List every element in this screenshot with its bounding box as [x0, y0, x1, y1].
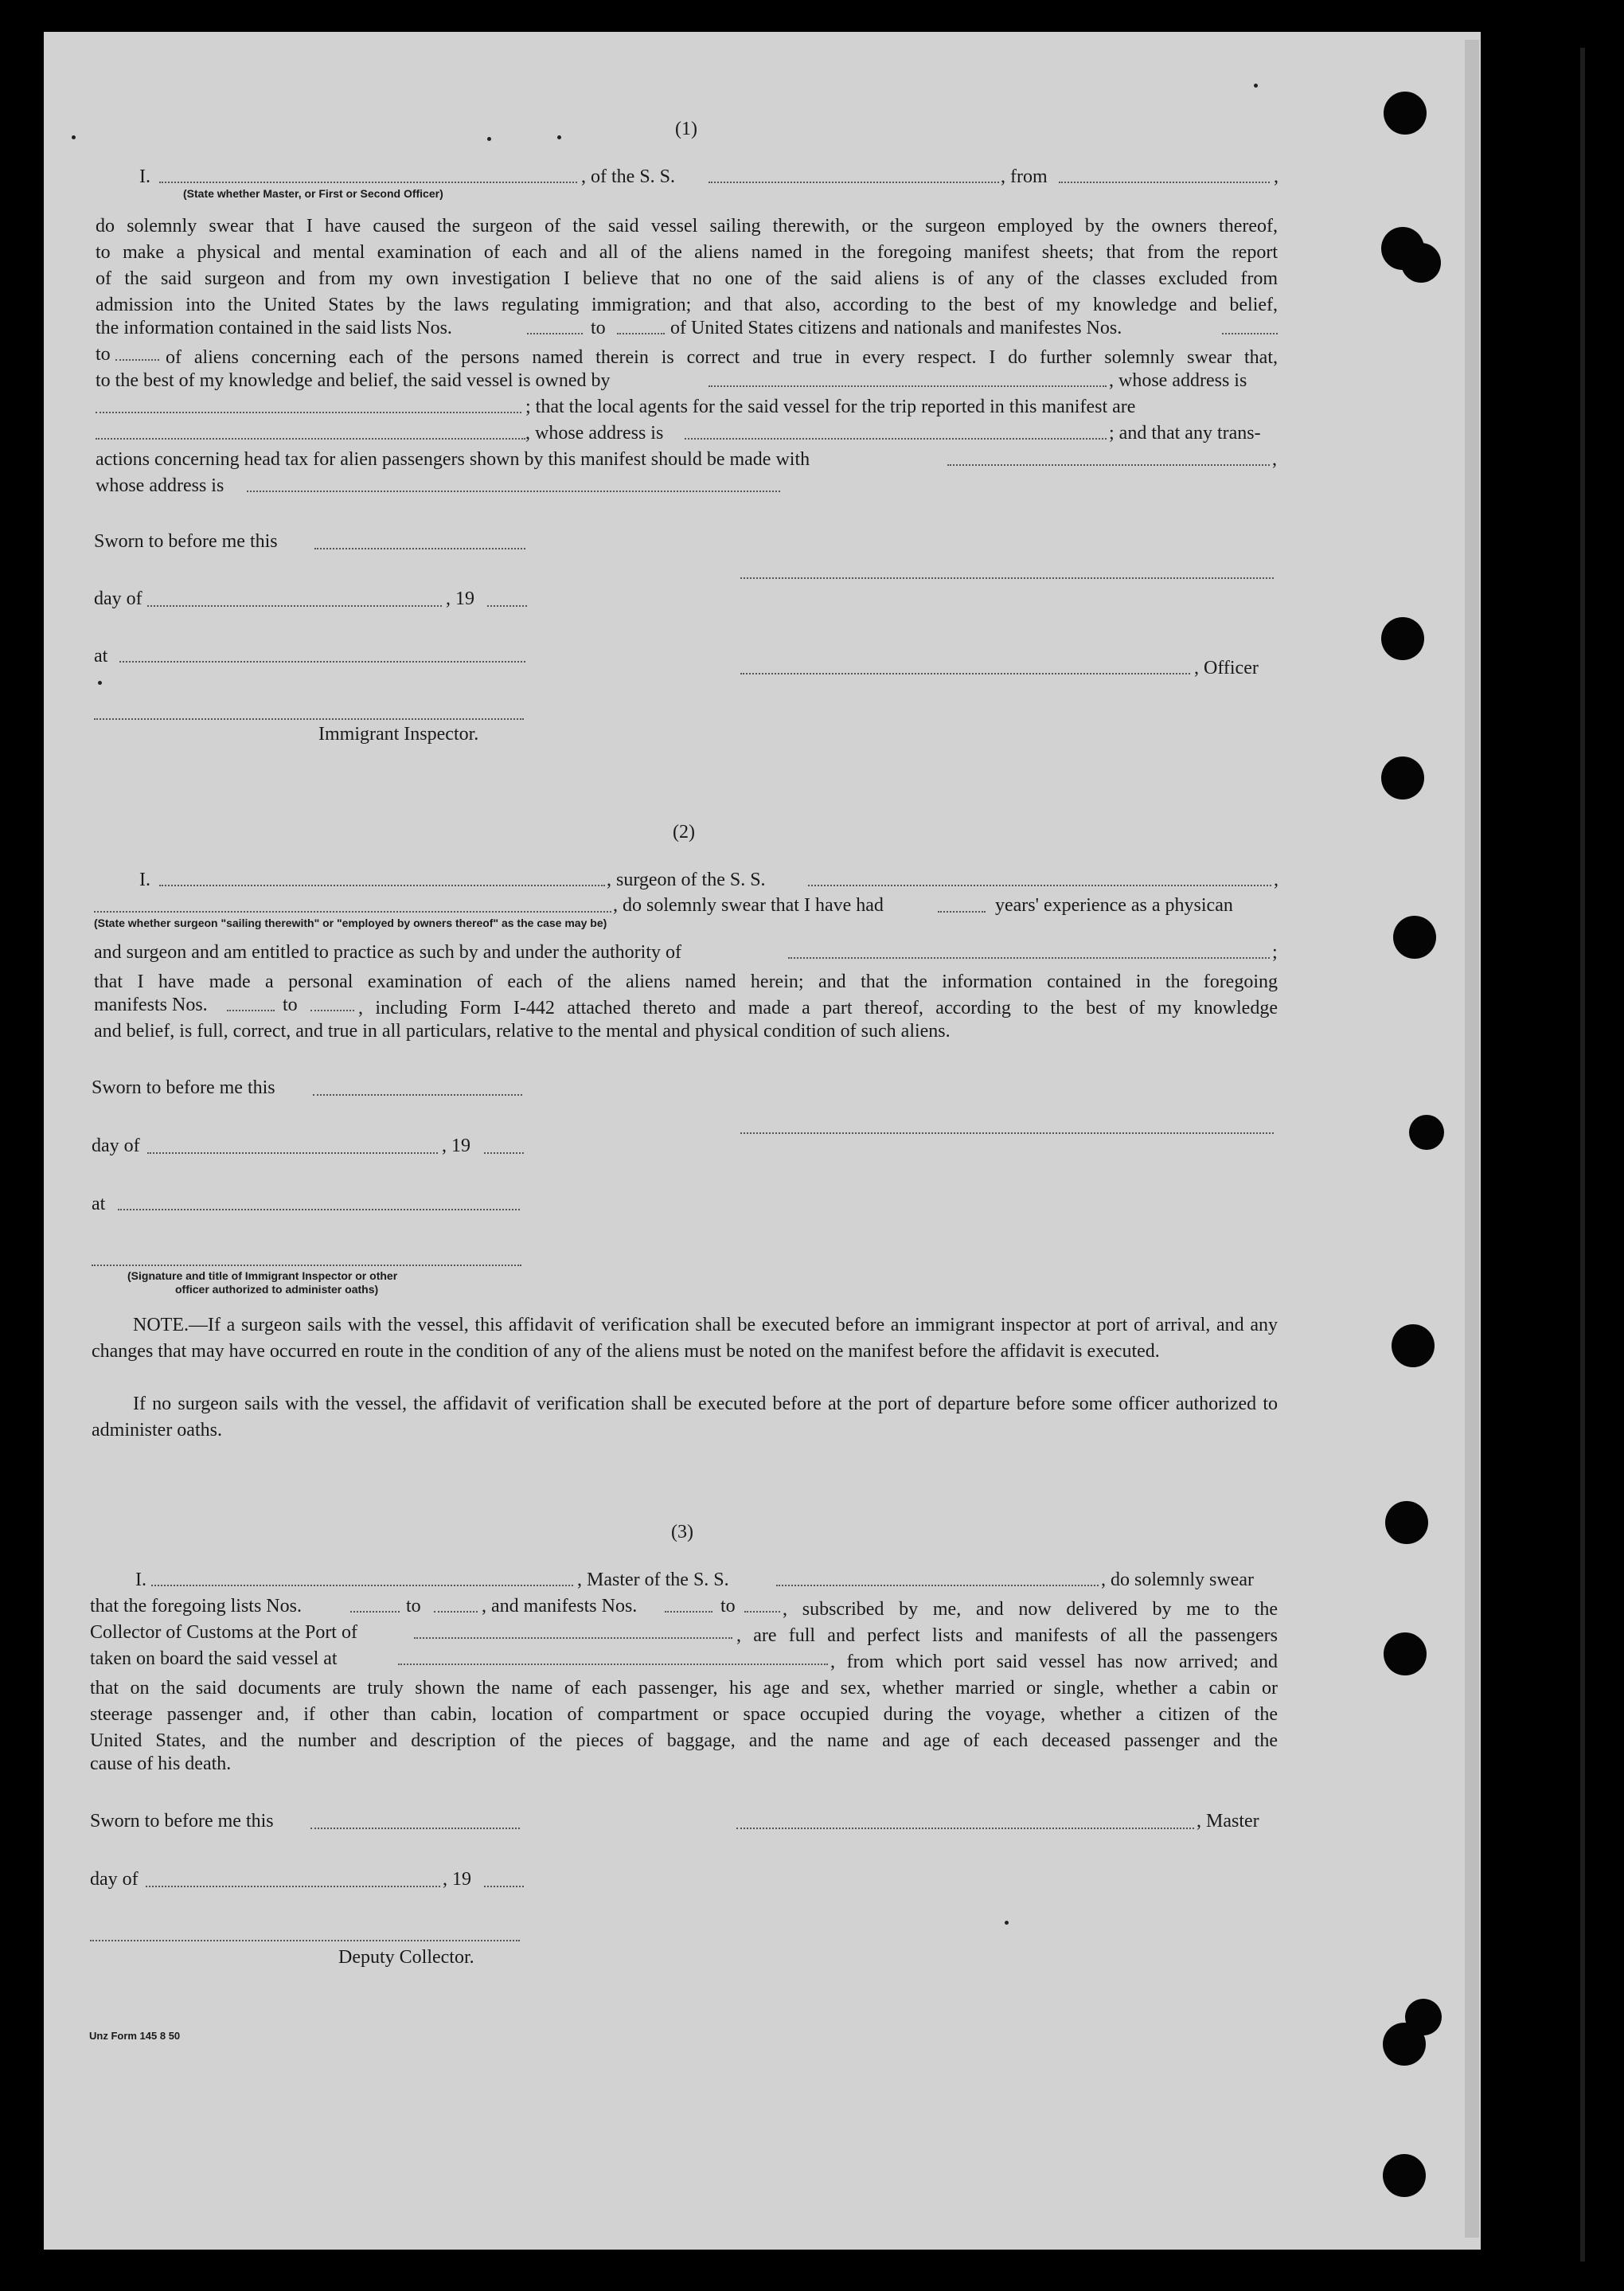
blank-day-of[interactable]: [147, 605, 442, 607]
blank-list-to[interactable]: [434, 1611, 478, 1613]
text: ,: [1274, 870, 1279, 890]
text: Sworn to before me this: [94, 531, 278, 552]
field-hint: (State whether Master, or First or Second Officer): [183, 187, 443, 200]
text: , do solemnly swear: [1101, 1570, 1254, 1590]
punch-hole: [1385, 1501, 1428, 1544]
punch-hole: [1401, 243, 1441, 283]
paragraph-line: , are full and perfect lists and manifests of all the passengers: [736, 1625, 1278, 1646]
blank-manifest-to[interactable]: [310, 1010, 354, 1011]
blank-agents-address[interactable]: [685, 438, 1107, 440]
paragraph-line: admission into the United States by the laws regulating immigration; and that also, according to the best of my knowledge and belief,: [96, 295, 1278, 315]
blank-departure-port[interactable]: [398, 1664, 828, 1665]
text: ; that the local agents for the said vessel for the trip reported in this manifest are: [525, 397, 1136, 417]
blank-port[interactable]: [414, 1637, 732, 1639]
text: Sworn to before me this: [92, 1077, 275, 1098]
text: and belief, is full, correct, and true in all particulars, relative to the mental and physical condition of such aliens.: [94, 1021, 951, 1042]
text: ;: [1272, 942, 1278, 963]
blank-list-from[interactable]: [527, 333, 583, 334]
text: ,: [1274, 166, 1279, 187]
blank-list-from[interactable]: [350, 1611, 400, 1613]
paragraph-line: of aliens concerning each of the persons named therein is correct and true in every respect. I do further solemnly swear that,: [166, 347, 1278, 368]
deputy-label: Deputy Collector.: [338, 1947, 474, 1968]
text: Sworn to before me this: [90, 1811, 274, 1832]
blank-officer-signature[interactable]: [740, 673, 1190, 674]
signature-line[interactable]: [92, 1265, 521, 1266]
text: day of: [92, 1136, 140, 1156]
blank-manifest-from[interactable]: [665, 1611, 712, 1613]
text: and surgeon and am entitled to practice as such by and under the authority of: [94, 942, 681, 963]
text: , 19: [442, 1136, 470, 1156]
text: day of: [94, 588, 142, 609]
text: ,: [1272, 449, 1277, 470]
section-2-number: (2): [673, 822, 695, 843]
text: at: [92, 1194, 106, 1214]
section-1-number: (1): [675, 119, 697, 139]
signature-hint: (Signature and title of Immigrant Inspector or other: [127, 1269, 398, 1282]
blank-surgeon-status[interactable]: [94, 911, 611, 913]
blank-day-of[interactable]: [147, 1152, 438, 1154]
text: , 19: [443, 1869, 471, 1890]
text: , whose address is: [1109, 370, 1247, 391]
text: to: [283, 995, 298, 1015]
punch-hole: [1384, 1632, 1427, 1675]
text: I.: [139, 166, 150, 187]
punch-hole: [1392, 1324, 1435, 1367]
punch-hole: [1381, 756, 1424, 800]
paragraph-line: of the said surgeon and from my own investigation I believe that no one of the said aliens is of any of the classes excluded from: [96, 268, 1278, 289]
blank-sworn-date[interactable]: [310, 1828, 520, 1829]
text: that the foregoing lists Nos.: [90, 1596, 302, 1617]
blank-year[interactable]: [484, 1886, 524, 1887]
blank-head-tax-party[interactable]: [947, 464, 1270, 466]
punch-hole: [1383, 2154, 1426, 2197]
text: manifests Nos.: [94, 995, 208, 1015]
blank-master-name[interactable]: [151, 1585, 573, 1586]
text: , Master: [1197, 1811, 1259, 1832]
paragraph-line: steerage passenger and, if other than cabin, location of compartment or space occupied during the voyage, whether a citizen of the: [90, 1704, 1278, 1725]
paper-speck: [72, 135, 76, 139]
blank-vessel-name[interactable]: [808, 885, 1271, 886]
paper-speck: [487, 137, 491, 141]
blank-at-place[interactable]: [118, 1209, 520, 1210]
text: at: [94, 646, 108, 667]
form-number: Unz Form 145 8 50: [89, 2030, 181, 2042]
paper-speck: [1005, 1921, 1009, 1925]
paragraph-line: that I have made a personal examination of each of the aliens named herein; and that the information contained in the foregoing: [94, 972, 1278, 992]
field-hint: (State whether surgeon "sailing therewith" or "employed by owners thereof" as the case may be): [94, 917, 607, 929]
section-3-number: (3): [671, 1522, 693, 1542]
blank-vessel-name[interactable]: [709, 182, 999, 183]
text: whose address is: [96, 475, 224, 496]
text: cause of his death.: [90, 1753, 232, 1774]
text: , Master of the S. S.: [577, 1570, 729, 1590]
text: years' experience as a physican: [995, 895, 1233, 916]
paragraph-line: , subscribed by me, and now delivered by me to the: [783, 1599, 1278, 1620]
text: ; and that any trans-: [1109, 423, 1261, 444]
paper-speck: [557, 135, 561, 139]
inspector-label: Immigrant Inspector.: [318, 724, 479, 745]
paragraph-line: that on the said documents are truly shown the name of each passenger, his age and sex, whether married or single, whether a cabin or: [90, 1678, 1278, 1699]
paper-speck: [98, 681, 102, 685]
blank-owner[interactable]: [709, 385, 1107, 387]
blank-day-of[interactable]: [146, 1886, 440, 1887]
punch-hole: [1381, 617, 1424, 660]
text: Collector of Customs at the Port of: [90, 1622, 357, 1643]
text: , Officer: [1194, 658, 1259, 678]
text: to: [96, 344, 111, 365]
blank-sworn-date[interactable]: [314, 548, 525, 549]
signature-hint: officer authorized to administer oaths): [175, 1283, 379, 1296]
text: , from: [1001, 166, 1048, 187]
blank-from-port[interactable]: [1059, 182, 1270, 183]
blank-sworn-date[interactable]: [313, 1094, 522, 1096]
text: , surgeon of the S. S.: [607, 870, 766, 890]
punch-hole: [1409, 1115, 1444, 1150]
text: , 19: [446, 588, 474, 609]
text: to: [720, 1596, 736, 1617]
paragraph-line: , from which port said vessel has now arrived; and: [830, 1652, 1278, 1672]
text: to the best of my knowledge and belief, the said vessel is owned by: [96, 370, 611, 391]
blank-manifest-from[interactable]: [1222, 333, 1278, 334]
paragraph-line: to make a physical and mental examination of each and all of the aliens named in the foregoing manifest sheets; that from the report: [96, 242, 1278, 263]
text: , and manifests Nos.: [482, 1596, 638, 1617]
note-paragraph: NOTE.—If a surgeon sails with the vessel, this affidavit of verification shall be executed before an immigrant inspector at port of arrival, and any changes that may have occurred en route in the condition of any of the aliens must be noted on the manifest before the affidavit is executed.: [92, 1315, 1278, 1362]
text: the information contained in the said lists Nos.: [96, 318, 452, 338]
text: to: [406, 1596, 421, 1617]
punch-hole: [1393, 916, 1436, 959]
paper-edge-strip: [1465, 40, 1479, 2238]
signature-line[interactable]: [740, 577, 1274, 579]
blank-authority[interactable]: [788, 957, 1270, 959]
text: to: [591, 318, 606, 338]
blank-surgeon-name[interactable]: [159, 885, 605, 886]
text: of United States citizens and nationals and manifestes Nos.: [670, 318, 1122, 338]
signature-line[interactable]: [94, 718, 524, 720]
blank-at-place[interactable]: [119, 661, 525, 663]
blank-list-to[interactable]: [617, 333, 665, 334]
text: , do solemnly swear that I have had: [613, 895, 884, 916]
text: I.: [135, 1570, 146, 1590]
blank-head-tax-address[interactable]: [247, 491, 780, 492]
signature-line[interactable]: [740, 1132, 1274, 1134]
blank-years[interactable]: [938, 911, 986, 913]
blank-manifest-to[interactable]: [744, 1611, 780, 1613]
punch-hole: [1384, 92, 1427, 135]
blank-vessel-name[interactable]: [776, 1585, 1099, 1586]
blank-manifest-from[interactable]: [227, 1010, 275, 1011]
punch-hole: [1383, 2023, 1426, 2066]
text: , of the S. S.: [581, 166, 676, 187]
text: taken on board the said vessel at: [90, 1648, 338, 1669]
blank-manifest-to[interactable]: [115, 359, 159, 361]
text: , whose address is: [525, 423, 664, 444]
blank-year[interactable]: [484, 1152, 524, 1154]
paper-speck: [1254, 84, 1258, 88]
text: day of: [90, 1869, 139, 1890]
paragraph-line: United States, and the number and description of the pieces of baggage, and the name and age of each deceased passenger and the: [90, 1730, 1278, 1751]
blank-officer-name[interactable]: [159, 182, 577, 183]
text: actions concerning head tax for alien passengers shown by this manifest should be made with: [96, 449, 810, 470]
blank-owner-address[interactable]: [96, 412, 521, 413]
paragraph-line: do solemnly swear that I have caused the surgeon of the said vessel sailing therewith, or the surgeon employed by the owners thereof,: [96, 216, 1278, 237]
blank-year[interactable]: [487, 605, 527, 607]
paragraph-line: , including Form I-442 attached thereto and made a part thereof, according to the best of my knowledge: [358, 998, 1278, 1018]
blank-master-signature[interactable]: [736, 1828, 1194, 1829]
note-paragraph: If no surgeon sails with the vessel, the affidavit of verification shall be executed before at the port of departure before some officer authorized to administer oaths.: [92, 1394, 1278, 1441]
signature-line[interactable]: [90, 1940, 520, 1941]
background-edge-line: [1580, 48, 1585, 2262]
text: I.: [139, 870, 150, 890]
blank-local-agents[interactable]: [96, 438, 525, 440]
